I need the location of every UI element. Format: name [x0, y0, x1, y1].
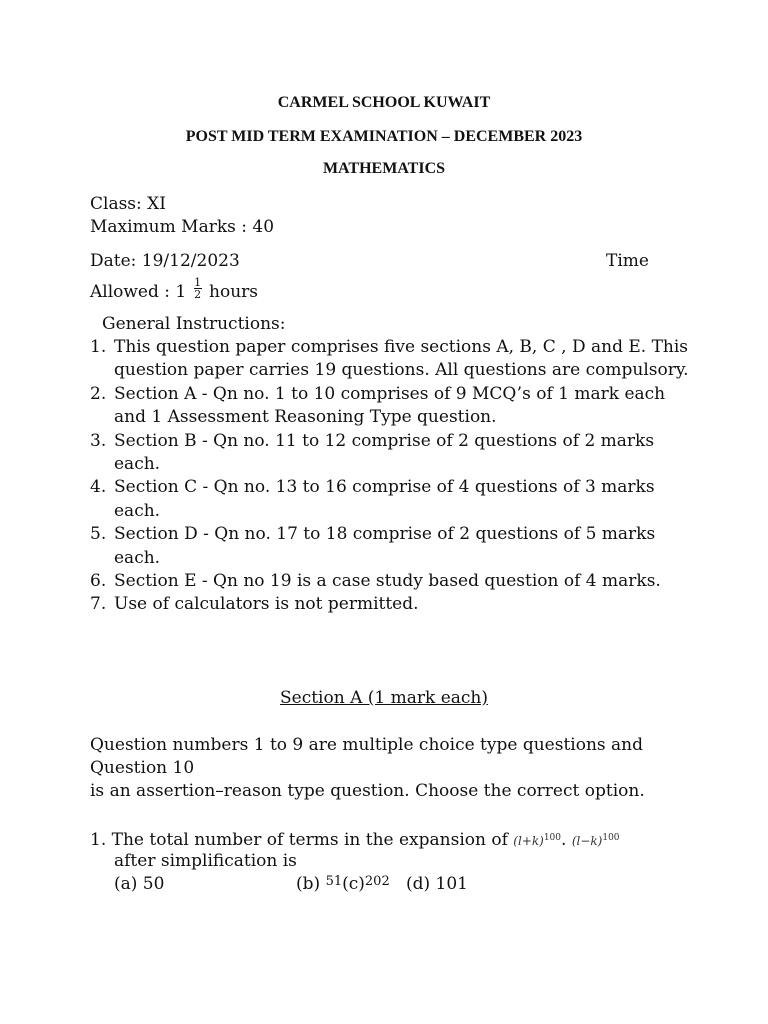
option-a: (a) 50	[114, 874, 165, 894]
time-allowed	[90, 276, 259, 304]
instruction-item: 7. Use of calculators is not permitted.	[90, 594, 419, 615]
exam-date: Date: 19/12/2023	[90, 251, 240, 271]
half-fraction: $\frac{1}{2}$	[194, 276, 202, 301]
dot: .	[561, 830, 567, 850]
school-name: CARMEL SCHOOL KUWAIT	[277, 94, 491, 111]
option-b-label: (b)	[296, 874, 321, 894]
instruction-item: 6. Section E - Qn no 19 is a case study based question of 4 marks.	[90, 571, 661, 592]
option-b-c	[296, 873, 390, 897]
section-a-intro-2: Question 10	[90, 758, 195, 778]
option-c-value: 202	[364, 874, 390, 889]
option-d: (d) 101	[406, 874, 468, 894]
exam-title: POST MID TERM EXAMINATION – DECEMBER 2023	[185, 128, 583, 145]
question-1-line-2: after simplification is	[114, 851, 297, 871]
time-allowed-suffix: hours	[209, 282, 259, 302]
option-c-label: (c)	[342, 874, 365, 894]
instruction-item: 1. This question paper comprises five sections A, B, C , D and E. This question paper carries 19 questions. All questions are compulsory.	[90, 337, 689, 381]
question-number: 1.	[90, 830, 107, 850]
section-a-intro-3: is an assertion–reason type question. Choose the correct option.	[90, 781, 645, 801]
section-a-title: Section A (1 mark each)	[279, 688, 488, 708]
option-b-value: 51	[325, 874, 343, 889]
class-info: Class: XI	[90, 194, 166, 214]
expression-1: $(l+k)^{100}$	[513, 833, 562, 848]
instructions-list	[90, 336, 690, 617]
question-text: The total number of terms in the expansion of	[111, 830, 508, 850]
time-label: Time	[606, 251, 649, 271]
max-marks: Maximum Marks : 40	[90, 217, 275, 237]
instructions-title: General Instructions:	[102, 314, 286, 334]
time-allowed-prefix: Allowed : 1	[90, 282, 187, 302]
instruction-item: 2. Section A - Qn no. 1 to 10 comprises of 9 MCQ’s of 1 mark each and 1 Assessment Reasoning Type question.	[90, 383, 666, 428]
instruction-item: 5. Section D - Qn no. 17 to 18 comprise of 2 questions of 5 marks each.	[90, 524, 656, 568]
instruction-item: 4. Section C - Qn no. 13 to 16 comprise of 4 questions of 3 marks each.	[90, 477, 655, 521]
instruction-item: 3. Section B - Qn no. 11 to 12 comprise of 2 questions of 2 marks each.	[90, 430, 655, 475]
subject-title: MATHEMATICS	[322, 160, 446, 177]
expression-2: $(l-k)^{100}$	[571, 833, 620, 848]
section-a-intro-1: Question numbers 1 to 9 are multiple choice type questions and	[90, 735, 644, 755]
